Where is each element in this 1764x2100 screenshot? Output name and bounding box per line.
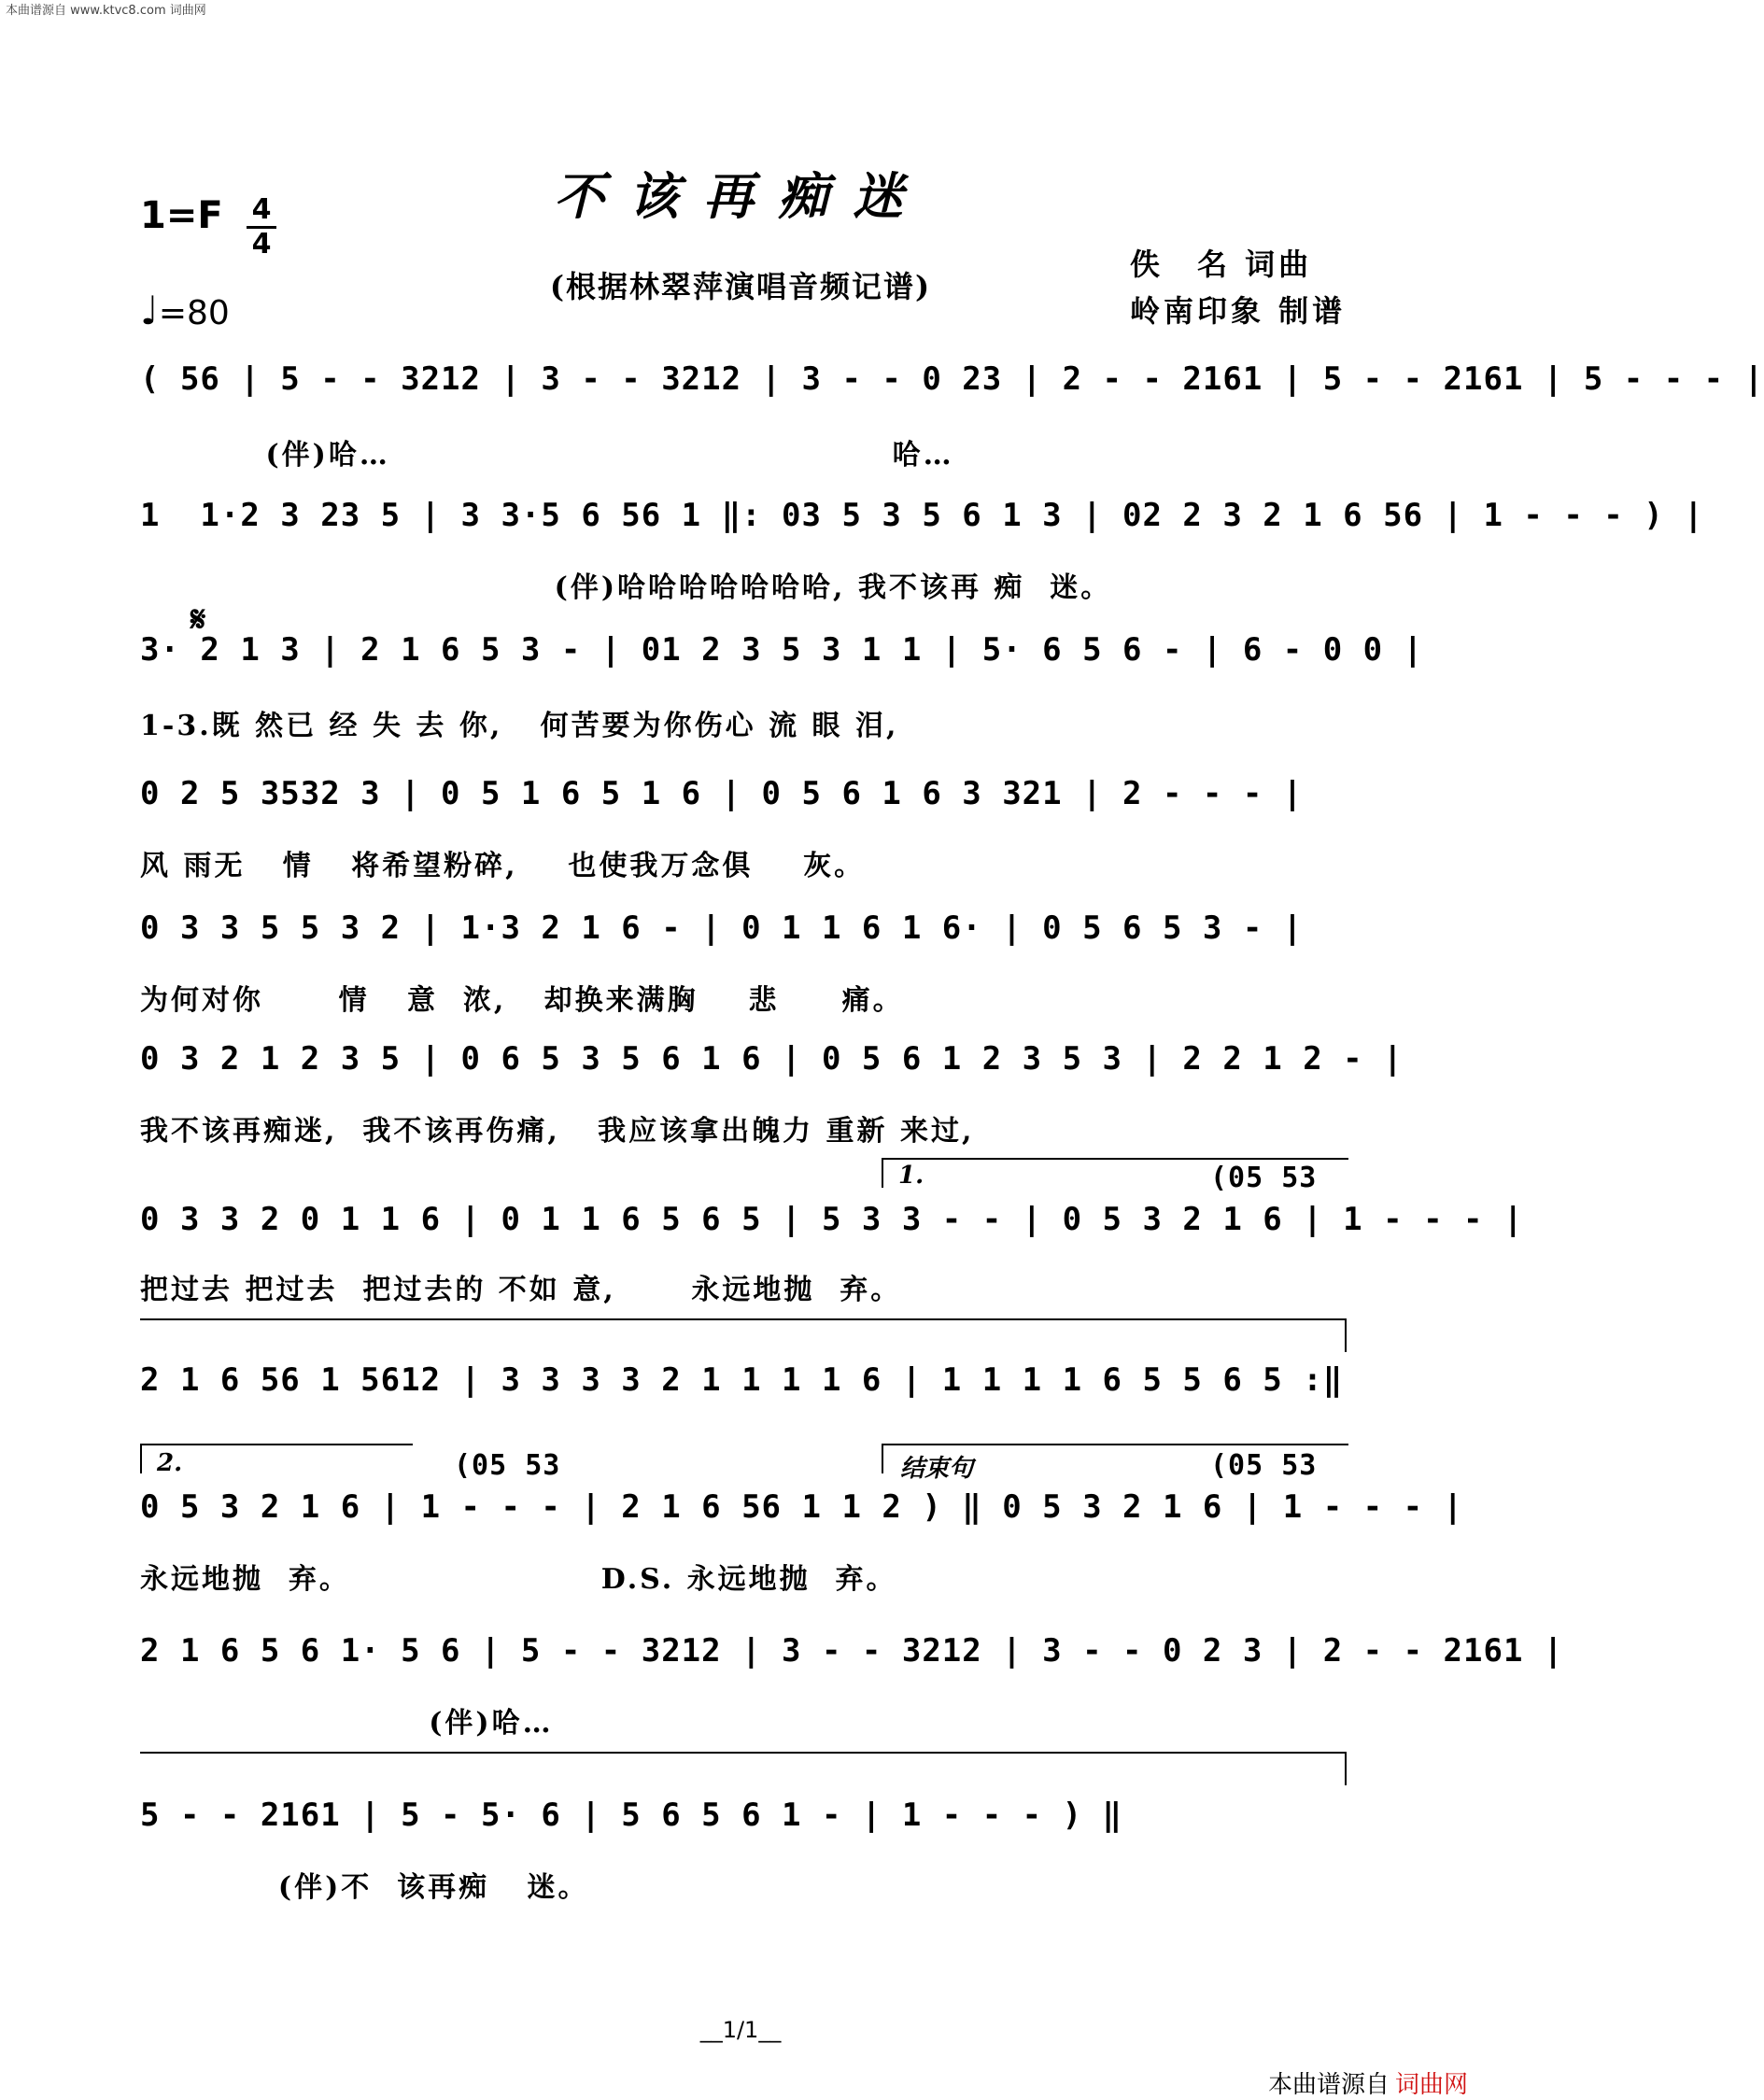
system-8-notes: 2 1 6 56 1 5612 | 3 3 3 3 2 1 1 1 1 6 | 1 1 1 1 6 5 5 6 5 :‖ (140, 1361, 1344, 1399)
system-9-accompaniment-left: (05 53 (454, 1449, 561, 1482)
system-6-lyrics: 我不该再痴迷, 我不该再伤痛, 我应该拿出魄力 重新 来过, (140, 1115, 975, 1148)
system-5-notes: 0 3 3 5 5 3 2 | 1·3 2 1 6 - | 0 1 1 6 1 6· | 0 5 6 5 3 - | (140, 909, 1304, 947)
system-9-accompaniment-right: (05 53 (1210, 1449, 1318, 1482)
volta-1-hook (882, 1158, 883, 1188)
key-signature: 1=F (140, 194, 223, 237)
system-6-notes: 0 3 2 1 2 3 5 | 0 6 5 3 5 6 1 6 | 0 5 6 1 2 3 5 3 | 2 2 1 2 - | (140, 1040, 1404, 1078)
system-7-notes: 0 3 3 2 0 1 1 6 | 0 1 1 6 5 6 5 | 5 3 3 - - | 0 5 3 2 1 6 | 1 - - - | (140, 1201, 1524, 1238)
quarter-note-icon: ♩ (140, 288, 159, 333)
system-7-accompaniment: (05 53 (1210, 1162, 1318, 1194)
volta-2-line (140, 1444, 413, 1445)
system-1-lyrics: (伴)哈… 哈… (140, 439, 954, 472)
system-9-lyrics: 永远地抛 弃。 D.S. 永远地抛 弃。 (140, 1563, 897, 1596)
page-number: __1/1__ (699, 2017, 782, 2043)
tempo-marking (140, 288, 230, 333)
system-7-lyrics: 把过去 把过去 把过去的 不如 意, 永远地抛 弃。 (140, 1274, 902, 1306)
song-subtitle: (根据林翠萍演唱音频记谱) (549, 269, 932, 304)
volta-2-hook (140, 1444, 142, 1473)
arranger-credit: 岭南印象 制谱 (1130, 293, 1347, 329)
watermark-top: 本曲谱源自 www.ktvc8.com 词曲网 (6, 4, 206, 18)
volta-2-label: 2. (157, 1449, 183, 1477)
system-4-notes: 0 2 5 3532 3 | 0 5 1 6 5 1 6 | 0 5 6 1 6 3 321 | 2 - - - | (140, 775, 1304, 812)
system-8-top-hook (1345, 1318, 1347, 1352)
volta-1-label: 1. (898, 1162, 924, 1190)
system-11-top-line (140, 1752, 1347, 1754)
system-4-lyrics: 风 雨无 情 将希望粉碎, 也使我万念俱 灰。 (140, 850, 866, 882)
ending-line (882, 1444, 1348, 1445)
page-number-value: 1/1 (722, 2017, 759, 2043)
time-signature-top: 4 (251, 193, 272, 226)
song-title: 不该再痴迷 (554, 166, 927, 226)
volta-1-line (882, 1158, 1348, 1160)
system-2-notes: 1 1·2 3 23 5 | 3 3·5 6 56 1 ‖: 03 5 3 5 6 1 3 | 02 2 3 2 1 6 56 | 1 - - - ) | (140, 497, 1704, 534)
ending-label: 结束句 (900, 1455, 974, 1483)
system-5-lyrics: 为何对你 情 意 浓, 却换来满胸 悲 痛。 (140, 984, 904, 1017)
system-10-lyrics: (伴)哈… (140, 1707, 554, 1740)
system-1-notes: ( 56 | 5 - - 3212 | 3 - - 3212 | 3 - - 0 23 | 2 - - 2161 | 5 - - 2161 | 5 - - - | (140, 360, 1764, 398)
time-signature-bottom: 4 (251, 228, 272, 261)
system-2-lyrics: (伴)哈哈哈哈哈哈哈, 我不该再 痴 迷。 (140, 571, 1112, 604)
system-3-notes: 3· 2 1 3 | 2 1 6 5 3 - | 01 2 3 5 3 1 1 | 5· 6 5 6 - | 6 - 0 0 | (140, 631, 1424, 669)
system-11-notes: 5 - - 2161 | 5 - 5· 6 | 5 6 5 6 1 - | 1 - - - ) ‖ (140, 1797, 1123, 1834)
segno-icon: 𝄋 (191, 598, 206, 640)
watermark-bottom-site[interactable]: 词曲网 (1395, 2071, 1469, 2099)
watermark-bottom-source: 本曲谱源自 (1268, 2071, 1390, 2099)
system-8-top-line (140, 1318, 1347, 1320)
system-10-notes: 2 1 6 5 6 1· 5 6 | 5 - - 3212 | 3 - - 3212 | 3 - - 0 2 3 | 2 - - 2161 | (140, 1632, 1564, 1670)
time-signature (245, 193, 278, 261)
system-9-notes: 0 5 3 2 1 6 | 1 - - - | 2 1 6 56 1 1 2 ) ‖ 0 5 3 2 1 6 | 1 - - - | (140, 1488, 1464, 1526)
composer-credit: 佚 名 词曲 (1130, 247, 1313, 282)
tempo-value: =80 (158, 294, 230, 332)
system-11-top-hook (1345, 1752, 1347, 1785)
ending-hook (882, 1444, 883, 1473)
system-3-lyrics: 1-3.既 然已 经 失 去 你, 何苦要为你伤心 流 眼 泪, (140, 710, 899, 742)
system-11-lyrics: (伴)不 该再痴 迷。 (140, 1871, 589, 1904)
